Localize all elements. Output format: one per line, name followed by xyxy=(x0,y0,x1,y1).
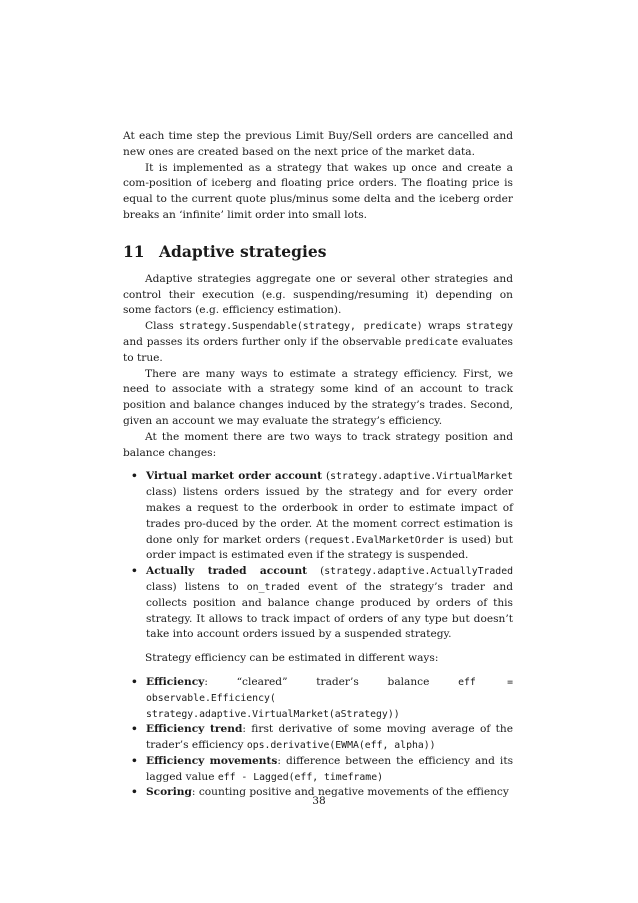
body-paragraph-3: There are many ways to estimate a strategy efficiency. First, we need to associate with a strategy some kind of an account to track position and balance changes induced by the strategy’s trades. Second, given an account we may evaluate the strategy’s efficiency. xyxy=(123,367,513,427)
list-item: • Actually traded account (strategy.adaptive.ActuallyTraded class) listens to on_traded event of the strategy’s trader and collects position and balance change produced by orders of this strategy. It allows to track impact of orders of any type but doesn’t take into account orders issued by a suspended strategy. xyxy=(131,565,513,641)
efficiency-intro: Strategy efficiency can be estimated in different ways: xyxy=(145,652,439,665)
bullet: • xyxy=(131,723,138,736)
section-title: Adaptive strategies xyxy=(159,241,327,261)
code-suspendable: strategy.Suspendable(strategy, predicate) xyxy=(178,321,423,333)
list-item: • Efficiency: “cleared” trader’s balance eff = observable.Efficiency( strategy.adaptive.VirtualMarket(aStrategy)) xyxy=(131,675,513,720)
body-paragraph-1: Adaptive strategies aggregate one or several other strategies and control their execution (e.g. suspending/resuming it) depending on some factors (e.g. efficiency estimation). xyxy=(123,272,513,317)
code-strategy: strategy xyxy=(465,321,514,333)
list-item: • Scoring: counting positive and negative movements of the effiency xyxy=(123,785,513,801)
list-item: • Virtual market order account (strategy.adaptive.VirtualMarket class) listens orders issued by the strategy and for every order makes a request to the orderbook in order to estimate impact of trades pro-duced by the order. At the moment correct estimation is done only for market orders (request.EvalMarketOrder is used) but order impact is estimated even if the strategy is suspended. xyxy=(131,470,514,562)
bullet: • xyxy=(131,565,138,578)
page-number: 38 xyxy=(312,795,326,807)
body-paragraph-2: Class strategy.Suspendable(strategy, predicate) wraps strategy and passes its orders further only if the observable predicate evaluates to true. xyxy=(123,320,514,364)
bullet: • xyxy=(131,675,138,688)
page-text xyxy=(123,129,513,809)
efficiency-list xyxy=(123,675,513,801)
body-paragraph-4: At the moment there are two ways to track strategy position and balance changes: xyxy=(123,430,513,459)
list-item: • Efficiency trend: first derivative of some moving average of the trader’s efficiency ops.derivative(EWMA(eff, alpha)) xyxy=(131,723,513,752)
intro-paragraph-1: At each time step the previous Limit Buy/Sell orders are cancelled and new ones are created based on the next price of the market data. xyxy=(123,130,513,158)
bullet: • xyxy=(131,754,138,767)
section-heading xyxy=(123,242,513,262)
section-number: 11 xyxy=(123,241,145,261)
bullet: • xyxy=(131,786,138,799)
code-predicate: predicate xyxy=(405,336,459,348)
list-item: • Efficiency movements: difference between the efficiency and its lagged value eff - Lagged(eff, timeframe) xyxy=(131,754,514,783)
bullet: • xyxy=(131,470,138,483)
intro-paragraph-2: It is implemented as a strategy that wakes up once and create a com-position of iceberg and floating price orders. The floating price is equal to the current quote plus/minus some delta and the iceberg order breaks an ‘infinite’ limit order into small lots. xyxy=(123,161,513,221)
accounts-list xyxy=(123,469,513,643)
